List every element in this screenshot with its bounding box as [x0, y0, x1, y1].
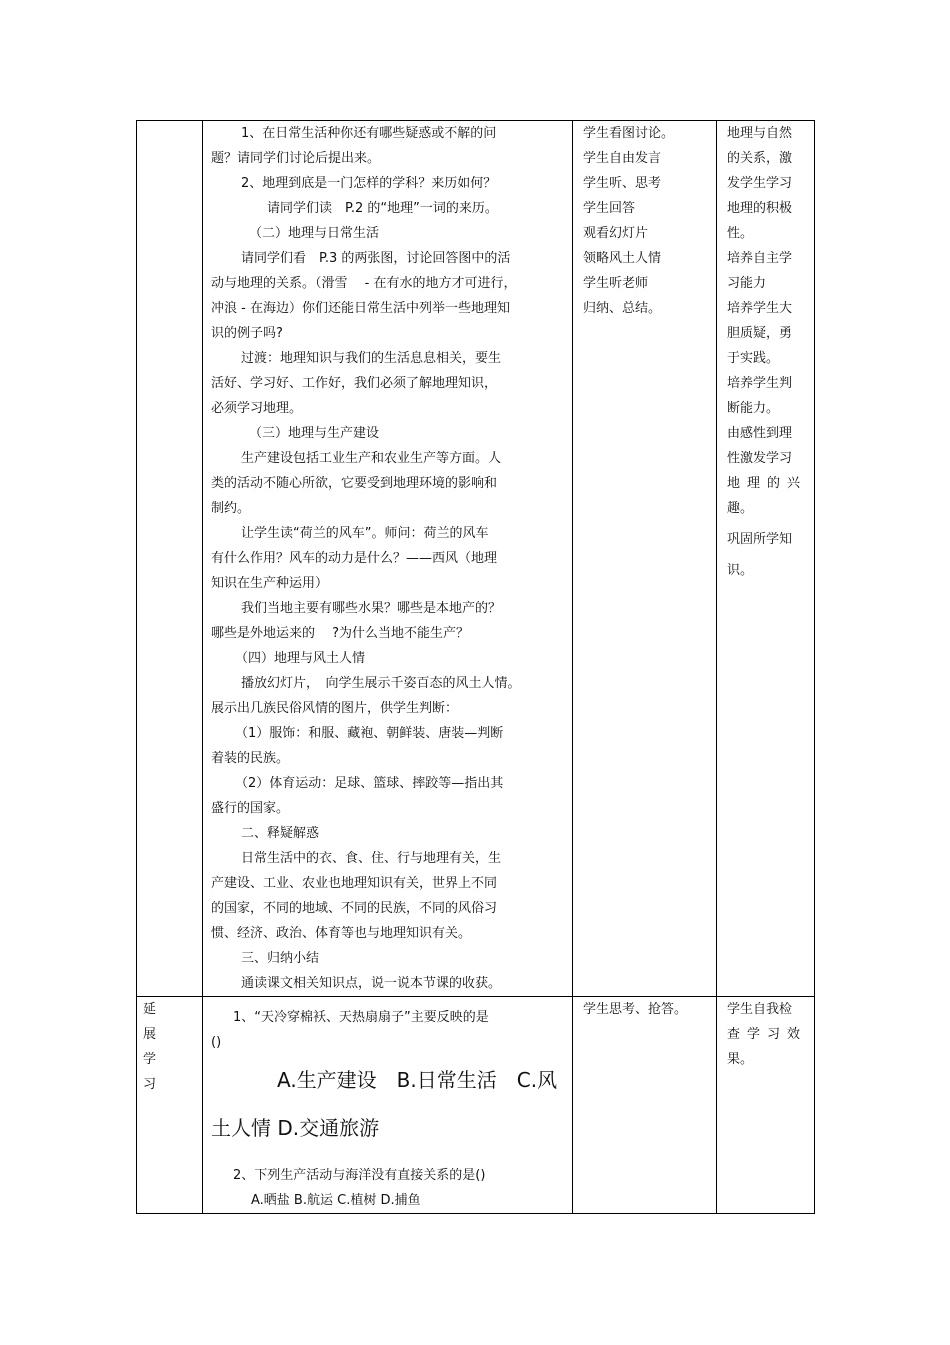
section-heading: （二）地理与日常生活: [249, 226, 380, 241]
content-line: 着装的民族。: [211, 751, 290, 766]
lesson-plan-table: [136, 120, 815, 1214]
content-line: 请同学们读 P.2 的“地理”一词的来历。: [267, 201, 498, 216]
question-1-options: A.生产建设 B.日常生活 C.风: [277, 1068, 558, 1092]
content-line: 制约。: [211, 501, 251, 516]
intent-line: 识。: [727, 563, 754, 578]
content-line: 盛行的国家。: [211, 801, 290, 816]
content-line: 惯、经济、政治、体育等也与地理知识有关。: [211, 926, 472, 941]
intent-line: 性。: [727, 226, 754, 241]
section-heading: 三、归纳小结: [241, 951, 320, 966]
extension-label-char: 展: [143, 1027, 157, 1042]
content-line: 活好、学习好、工作好，我们必须了解地理知识，: [211, 376, 498, 391]
intent-line: 地理的积极: [727, 201, 793, 216]
extension-label-cell: [137, 997, 203, 1214]
activity-line: 学生看图讨论。: [583, 126, 675, 141]
intent-line: 学生自我检: [727, 1002, 793, 1017]
content-line: 日常生活中的衣、食、住、行与地理有关，生: [241, 851, 502, 866]
intent-line: 习能力: [727, 276, 767, 291]
content-line: 冲浪 - 在海边）你们还能日常生活中列举一些地理知: [211, 301, 510, 316]
extension-activity-cell: [573, 997, 717, 1214]
extension-intent-cell: [717, 997, 815, 1214]
intent-line: 培养学生判: [727, 376, 793, 391]
section-heading: （四）地理与风土人情: [235, 651, 366, 666]
section-heading: 二、释疑解惑: [241, 826, 320, 841]
activity-line: 学生思考、抢答。: [583, 1002, 688, 1017]
extension-label-char: 习: [143, 1077, 157, 1092]
content-line: 哪些是外地运来的 ?为什么当地不能生产？: [211, 626, 470, 641]
extension-questions-cell: [203, 997, 573, 1214]
activity-line: 归纳、总结。: [583, 301, 662, 316]
content-line: 题？请同学们讨论后提出来。: [211, 151, 381, 166]
intent-line: 断能力。: [727, 401, 780, 416]
intent-line: 于实践。: [727, 351, 780, 366]
content-line: 展示出几族民俗风情的图片，供学生判断：: [211, 701, 459, 716]
intent-line: 趣。: [727, 501, 754, 516]
content-line: 请同学们看 P.3 的两张图，讨论回答图中的活: [241, 251, 511, 266]
intent-line: 培养学生大: [727, 301, 793, 316]
extension-label-char: 延: [143, 1002, 157, 1017]
content-line: 类的活动不随心所欲，它要受到地理环境的影响和: [211, 476, 498, 491]
content-line: 识的例子吗?: [211, 326, 283, 341]
content-line: 产建设、工业、农业也地理知识有关，世界上不同: [211, 876, 498, 891]
question-2-text: 2、下列生产活动与海洋没有直接关系的是(): [233, 1168, 486, 1183]
activity-line: 领略风土人情: [583, 251, 662, 266]
intent-line: 巩固所学知: [727, 532, 793, 547]
content-line: 知识在生产种运用）: [211, 576, 329, 591]
extension-row: [137, 997, 815, 1214]
activity-line: 学生听、思考: [583, 176, 662, 191]
intent-line: 果。: [727, 1052, 754, 1067]
content-line: 让学生读“荷兰的风车”。师问：荷兰的风车: [241, 526, 489, 541]
design-intent-cell: [717, 121, 815, 997]
question-2-options: A.晒盐 B.航运 C.植树 D.捕鱼: [251, 1193, 421, 1208]
intent-line: 查学习效: [727, 1027, 808, 1042]
intent-line: 地理的兴: [727, 476, 808, 491]
question-1-options: 土人情 D.交通旅游: [211, 1116, 380, 1140]
content-line: 有什么作用？风车的动力是什么？——西风（地理: [211, 551, 498, 566]
intent-line: 胆质疑，勇: [727, 326, 793, 341]
intent-line: 由感性到理: [727, 426, 793, 441]
activity-line: 学生回答: [583, 201, 636, 216]
student-activity-cell: [573, 121, 717, 997]
intent-line: 培养自主学: [727, 251, 793, 266]
content-line: 必须学习地理。: [211, 401, 303, 416]
intent-line: 发学生学习: [727, 176, 793, 191]
teaching-process-row: [137, 121, 815, 997]
question-1-blank: (): [211, 1035, 222, 1050]
section-heading: （三）地理与生产建设: [249, 426, 380, 441]
content-line: 播放幻灯片， 向学生展示千姿百态的风土人情。: [241, 676, 521, 691]
activity-line: 学生听老师: [583, 276, 649, 291]
content-line: 2、地理到底是一门怎样的学科？来历如何？: [241, 176, 497, 191]
extension-label-char: 学: [143, 1052, 157, 1067]
intent-line: 地理与自然: [727, 126, 793, 141]
content-line: （1）服饰：和服、藏袍、朝鲜装、唐装—判断: [235, 726, 504, 741]
row-label-cell: [137, 121, 203, 997]
intent-line: 性激发学习: [727, 451, 793, 466]
activity-line: 观看幻灯片: [583, 226, 649, 241]
content-line: （2）体育运动：足球、篮球、摔跤等—指出其: [235, 776, 504, 791]
content-line: 过渡：地理知识与我们的生活息息相关，要生: [241, 351, 502, 366]
intent-line: 的关系，激: [727, 151, 793, 166]
content-line: 通读课文相关知识点，说一说本节课的收获。: [241, 976, 502, 991]
question-1-text: 1、“天冷穿棉袄、天热扇扇子”主要反映的是: [233, 1010, 489, 1025]
activity-line: 学生自由发言: [583, 151, 662, 166]
content-line: 动与地理的关系。（滑雪 - 在有水的地方才可进行，: [211, 276, 517, 291]
content-line: 生产建设包括工业生产和农业生产等方面。人: [241, 451, 502, 466]
content-line: 的国家，不同的地域、不同的民族，不同的风俗习: [211, 901, 498, 916]
content-line: 我们当地主要有哪些水果？哪些是本地产的？: [241, 601, 502, 616]
content-line: 1、在日常生活种你还有哪些疑惑或不解的问: [241, 126, 497, 141]
teaching-content-cell: [203, 121, 573, 997]
